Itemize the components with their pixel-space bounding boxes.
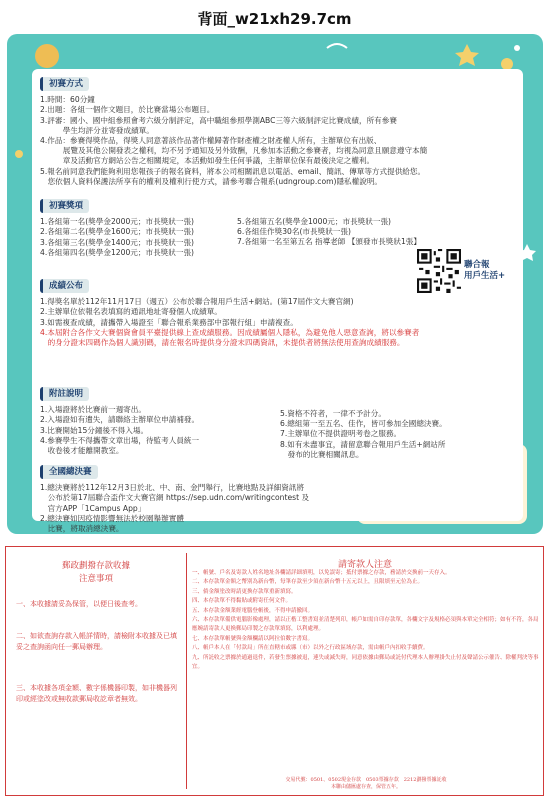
notes-heading: 附註說明: [40, 387, 89, 401]
awards-right: [237, 217, 421, 248]
payer-notice-item: 五、本存款金額業經電腦登帳後，不得申請撤回。: [192, 607, 314, 614]
method-line: 3.評審：國小、國中組參照會考六級分制評定，高中職組參照學測ABC三等六級制評定比賽成績，所有參賽: [40, 115, 397, 125]
qr-label: [464, 260, 505, 282]
method-line: 展覽及其他公開發表之權利，均不另予通知及另外致酬，凡參加本活動之參賽者，均視為同意且願意遵守本簡: [40, 146, 428, 156]
award-line: 6.各組佳作獎30名(市長獎狀一張): [237, 227, 351, 237]
note-line: 4.參賽學生不得攜帶文章出場，待監考人員統一: [40, 435, 200, 445]
method-line: 2.出題：各組一個作文題目，於比賽當場公布題目。: [40, 105, 215, 115]
method-line: 1.時間：60分鐘: [40, 95, 95, 105]
results-warning: 4.本屆附合各作文大賽個資會員平臺提供線上查成績服務。因成績屬個人隱私，為避免他人惡意查詢，將以參賽者: [40, 327, 420, 337]
finals-line: 2.總決賽如因疫情影響無法於校園舉辦實體: [40, 513, 184, 523]
payer-notice-item: 四、本存款單不得黏貼或附寄任何文件。: [192, 598, 292, 605]
notes-right: [280, 409, 447, 460]
results-line: 3.如需複查成績，請攜帶入場證至「聯合報系業務部中部報行組」申請複查。: [40, 317, 298, 327]
finals-section: [40, 465, 309, 534]
payer-notice-item: 一、帳號、戶名及寄款人姓名地址各欄請詳細填明，以免誤寄；抵付票據之存款，務請於交換前一天存入。: [192, 570, 451, 576]
finals-line: 公布於第17屆聯合盃作文大賽官網 https://sep.udn.com/writingcontest 及: [40, 493, 310, 503]
award-line: 2.各組第二名(獎學金1600元；市長獎狀一張): [40, 227, 194, 237]
finals-line: 比賽，將取消總決賽。: [40, 524, 124, 534]
method-line: 您依個人資料保護法所享有的權利及權利行使方式，請參考聯合報系(udngroup.com)隱私權說明。: [40, 176, 383, 186]
note-line: 1.入場證將於比賽前一週寄出。: [40, 405, 146, 415]
note-line: 5.資格不符者，一律不予計分。: [280, 409, 386, 418]
award-line: 4.各組第四名(獎學金1200元；市長獎狀一張): [40, 247, 194, 257]
slip-divider: [186, 553, 187, 789]
awards-section: [40, 199, 240, 258]
payer-notice-item: 九、所託收之票據於通過退件，若發生票據被退，連失或減失時，同意依據由郵局或託付代理本人辦理掛失止付及聲請公示催告、除權判決等事宜。: [192, 654, 539, 671]
note-line: 收卷後才能離開教室。: [40, 446, 124, 456]
method-line: 學生均評分並寄發成績單。: [40, 125, 154, 135]
payer-notice-item: 八、帳戶本人在「付款局」所在直轄市或縣（市）以外之行政區域存款，需由帳戶內扣收手續費。: [192, 645, 429, 652]
finals-line: 1.總決賽將於112年12月3日於北、中、南、金門舉行，比賽地點及詳細資訊將: [40, 483, 305, 493]
payer-footer-line: 交易代號：0501、0502現金存款 0503票據存款 2212劃撥票據託收: [285, 777, 447, 783]
notes-section: [40, 387, 270, 456]
note-line: 2.入場證如有遺失，請聯絡主辦單位申請補發。: [40, 415, 200, 425]
results-line: 1.得獎名單於112年11月17日（週五）公布於聯合報用戶生活+網站。(第17屆作文大賽官網): [40, 297, 354, 307]
award-line: 1.各組第一名(獎學金2000元；市長獎狀一張): [40, 217, 194, 227]
receipt-note: 一、本收據請妥為保管，以便日後查考。: [16, 600, 142, 608]
awards-heading: 初賽獎項: [40, 199, 89, 213]
payer-notice-item: 三、倘金額塗改時請更換存款單重新填寫。: [192, 588, 297, 595]
method-line: 4.作品：參賽得獎作品，得獎人同意著該作品著作權歸著作財產權之財產權人所有，主辦單位有出版、: [40, 136, 382, 146]
receipt-title: 郵政劃撥存款收據: [61, 561, 130, 571]
receipt-note: 二、如欲查詢存款入帳詳情時，請檢附本收據及已填妥之查詢函向任一郵局辦理。: [16, 632, 177, 651]
award-line: 7.各組第一名至第五名 指導老師 【頒發市長獎狀1張】: [237, 237, 421, 247]
payer-notice-title: 請寄款人注意: [337, 560, 392, 570]
method-line: 5.報名前同意我們能夠利用您報孩子的報名資料，將本公司相關訊息以電話、email、簡訊、傳單等方式提供給您。: [40, 166, 426, 176]
results-section: [40, 279, 419, 348]
page-title: 背面_w21xh29.7cm: [197, 10, 352, 28]
results-line: 2.主辦單位依報名表填寫的通訊地址寄發個人成績單。: [40, 307, 222, 317]
finals-line: 官方APP「1Campus App」: [40, 503, 146, 513]
payer-notice-item: 六、本存款單備供電腦影像處理，請以正楷工整書寫並清楚列印，帳戶如需自印存款單，各欄文字及規格必須與本單完全相符；如有不符，各局應婉請寄款人更換郵局印製之存款單填寫，以利處理。: [192, 617, 539, 633]
payer-notice-item: 二、本存款單金額之幣別為新台幣，每筆存款至少須在新台幣十五元以上，且限填至元位為止。: [192, 579, 424, 586]
content-panel: [32, 69, 523, 534]
qr-label-line: 聯合報: [464, 260, 490, 270]
qr-label-line: 用戶生活+: [464, 271, 506, 281]
results-warning: 的身分證末四碼作為個人識別碼，請在報名時提供身分證末四碼資訊，未提供者將無法使用查詢成績服務。: [40, 338, 405, 348]
method-heading: 初賽方式: [40, 77, 89, 91]
finals-heading: 全國總決賽: [40, 465, 98, 479]
payer-notice-item: 七、本存款單帳號與金額欄請以阿拉伯數字書寫。: [192, 635, 314, 642]
results-heading: 成績公布: [40, 279, 89, 293]
payer-footer-line: 本聯由儲匯處存查，保管五年。: [330, 784, 401, 790]
qr-code-icon[interactable]: [417, 249, 461, 293]
payer-footer: [192, 777, 540, 791]
note-line: 3.比賽開始15分鐘後不得入場。: [40, 425, 149, 435]
method-section: [40, 77, 427, 187]
note-line: 6.總組第一至五名、佳作，皆可參加全國總決賽。: [280, 419, 447, 429]
award-line: 3.各組第三名(獎學金1400元；市長獎狀一張): [40, 237, 194, 247]
payer-notice-list: [192, 569, 540, 672]
receipt-note: 三、本收據各項金額、數字係機器印製，如非機器列印或經塗改或無收款郵局收訖章者無效。: [16, 684, 177, 703]
method-line: 章及活動官方網站公告之相關規定，本活動如發生任何爭議，主辦單位保有最後決定之權利。: [40, 156, 375, 166]
upper-flyer: [7, 34, 543, 534]
note-line: 8.如有未盡事宜，請留意聯合報用戶生活+網站所: [280, 439, 446, 449]
note-line: 發布的比賽相關訊息。: [280, 449, 364, 459]
postal-slip: [5, 546, 544, 796]
note-line: 7.主辦單位不提供證明考卷之服務。: [280, 429, 402, 439]
award-line: 5.各組第五名(獎學金1000元；市長獎狀一張): [237, 217, 391, 226]
receipt-subtitle: 注意事項: [78, 574, 113, 584]
